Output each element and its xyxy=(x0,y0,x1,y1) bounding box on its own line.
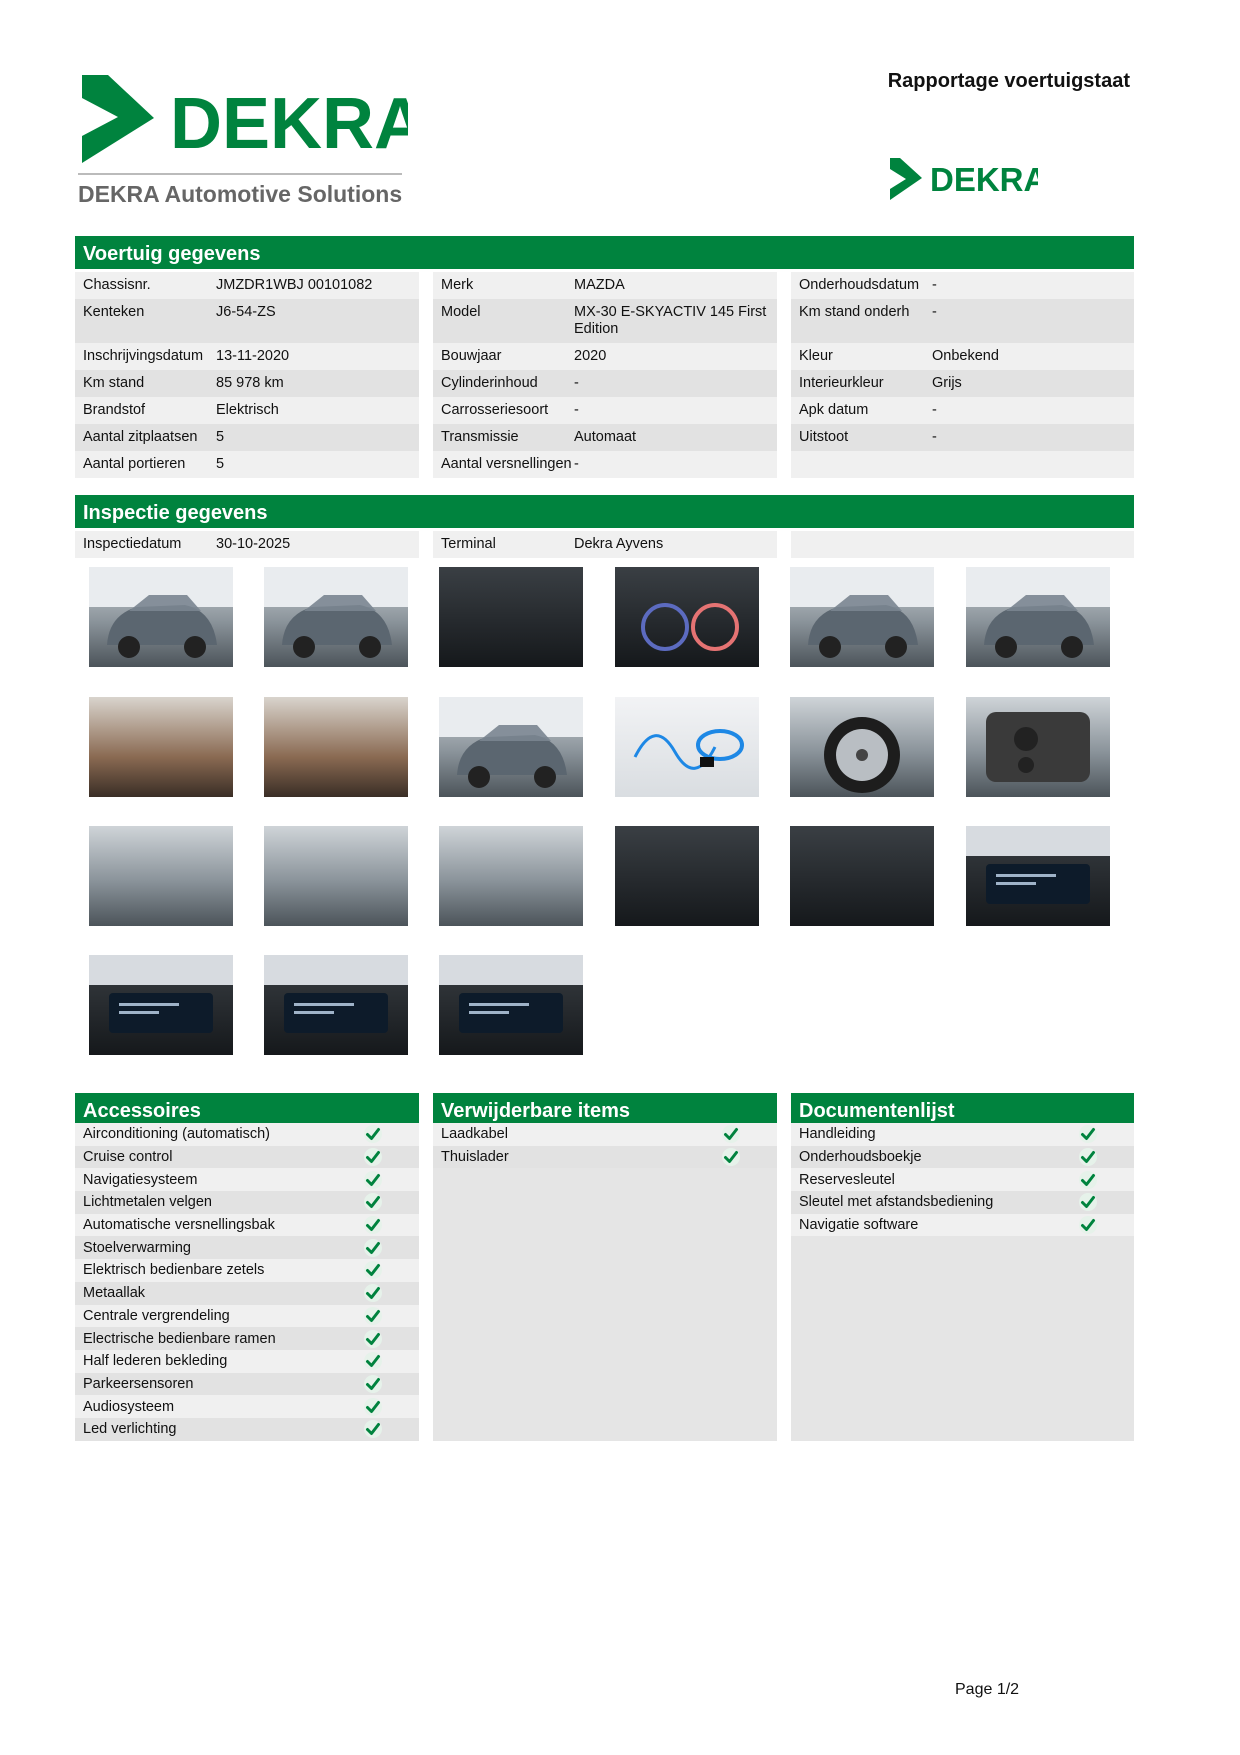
checkmark-icon xyxy=(1078,1147,1098,1167)
checklist-row xyxy=(75,1418,419,1441)
info-label: Interieurkleur xyxy=(799,375,884,391)
info-label: Aantal zitplaatsen xyxy=(83,429,198,445)
vehicle-photo-infotainment-screen[interactable] xyxy=(966,826,1110,926)
removable-items-header: Verwijderbare items xyxy=(433,1093,777,1126)
info-label: Kleur xyxy=(799,348,833,364)
info-label: Uitstoot xyxy=(799,429,849,445)
info-value: 5 xyxy=(216,429,225,445)
checkmark-icon xyxy=(363,1124,383,1144)
info-row xyxy=(791,272,1134,299)
info-value: - xyxy=(932,277,937,293)
info-value: Dekra Ayvens xyxy=(574,536,664,552)
info-row xyxy=(791,343,1134,370)
checklist-label: Metaallak xyxy=(83,1285,146,1302)
info-value: - xyxy=(574,402,579,418)
checklist-row xyxy=(75,1350,419,1373)
info-row xyxy=(791,424,1134,451)
info-value: 30-10-2025 xyxy=(216,536,291,552)
dekra-logo-mark-icon xyxy=(82,75,154,163)
checkmark-icon xyxy=(363,1306,383,1326)
vehicle-photo-screen-2[interactable] xyxy=(264,955,408,1055)
info-row xyxy=(791,299,1134,343)
checklist-row xyxy=(791,1146,1134,1169)
vehicle-photo-side-sill[interactable] xyxy=(264,826,408,926)
checklist-label: Handleiding xyxy=(799,1126,876,1143)
info-label: Merk xyxy=(441,277,474,293)
checklist-row xyxy=(75,1305,419,1328)
info-value: - xyxy=(932,429,937,445)
checklist-label: Reservesleutel xyxy=(799,1171,895,1188)
info-label: Inschrijvingsdatum xyxy=(83,348,204,364)
report-title: Rapportage voertuigstaat xyxy=(887,70,1130,92)
vehicle-photo-car-rear-right[interactable] xyxy=(790,567,934,667)
checkmark-icon xyxy=(1078,1124,1098,1144)
checklist-row xyxy=(433,1123,777,1146)
info-row xyxy=(75,299,419,343)
vehicle-photo-car-rear-left[interactable] xyxy=(264,567,408,667)
checklist-label: Automatische versnellingsbak xyxy=(83,1217,275,1234)
checkmark-icon xyxy=(363,1351,383,1371)
vehicle-photo-manuals[interactable] xyxy=(615,826,759,926)
documents-header: Documentenlijst xyxy=(791,1093,1134,1126)
checklist-row xyxy=(75,1191,419,1214)
checklist-row xyxy=(791,1168,1134,1191)
checklist-label: Thuislader xyxy=(441,1149,509,1166)
checklist-row xyxy=(75,1327,419,1350)
info-value: - xyxy=(574,456,579,472)
info-value: JMZDR1WBJ 00101082 xyxy=(216,277,373,293)
info-row xyxy=(433,397,777,424)
empty-row xyxy=(791,451,1134,478)
checklist-row xyxy=(791,1123,1134,1146)
info-row xyxy=(75,370,419,397)
checklist-label: Parkeersensoren xyxy=(83,1375,194,1392)
info-row xyxy=(433,451,777,478)
info-value: J6-54-ZS xyxy=(216,304,276,320)
dekra-small-logo-text: DEKRA xyxy=(930,161,1038,198)
checklist-row xyxy=(75,1259,419,1282)
info-row xyxy=(75,343,419,370)
checklist-label: Audiosysteem xyxy=(83,1398,175,1415)
removable-items-list xyxy=(433,1123,777,1441)
vehicle-photo-dashboard[interactable] xyxy=(439,567,583,667)
info-row xyxy=(433,370,777,397)
checkmark-icon xyxy=(363,1260,383,1280)
checklist-row xyxy=(75,1146,419,1169)
checklist-row xyxy=(75,1214,419,1237)
info-row xyxy=(75,451,419,478)
checkmark-icon xyxy=(363,1419,383,1439)
dekra-logo xyxy=(78,70,408,210)
info-value: 13-11-2020 xyxy=(216,348,290,364)
vehicle-photo-front-seats[interactable] xyxy=(89,697,233,797)
checklist-label: Sleutel met afstandsbediening xyxy=(799,1194,994,1211)
info-label: Terminal xyxy=(441,536,496,552)
checkmark-icon xyxy=(363,1238,383,1258)
checkmark-icon xyxy=(721,1124,741,1144)
info-label: Brandstof xyxy=(83,402,146,418)
info-row xyxy=(791,397,1134,424)
checklist-label: Lichtmetalen velgen xyxy=(83,1194,212,1211)
checkmark-icon xyxy=(1078,1170,1098,1190)
checkmark-icon xyxy=(363,1374,383,1394)
info-row xyxy=(433,272,777,299)
info-value: 2020 xyxy=(574,348,607,364)
info-value: Elektrisch xyxy=(216,402,279,418)
vehicle-photo-center-console[interactable] xyxy=(790,826,934,926)
inspection-column-2 xyxy=(433,531,777,558)
vehicle-photo-car-rear[interactable] xyxy=(439,697,583,797)
vehicle-photo-charge-port[interactable] xyxy=(966,697,1110,797)
checklist-label: Laadkabel xyxy=(441,1126,508,1143)
info-value: Automaat xyxy=(574,429,637,445)
checklist-label: Navigatie software xyxy=(799,1217,919,1234)
vehicle-photo-screen-1[interactable] xyxy=(89,955,233,1055)
info-label: Kenteken xyxy=(83,304,145,320)
info-value: MX-30 E-SKYACTIV 145 First Edition xyxy=(574,304,767,337)
checklist-label: Navigatiesysteem xyxy=(83,1171,198,1188)
info-label: Cylinderinhoud xyxy=(441,375,538,391)
inspection-column-3 xyxy=(791,531,1134,558)
info-row xyxy=(75,397,419,424)
checklist-label: Cruise control xyxy=(83,1149,173,1166)
info-label: Model xyxy=(441,304,481,320)
checkmark-icon xyxy=(721,1147,741,1167)
checkmark-icon xyxy=(363,1397,383,1417)
checkmark-icon xyxy=(363,1215,383,1235)
info-label: Km stand xyxy=(83,375,145,391)
dekra-small-logo-mark-icon xyxy=(890,158,922,200)
checklist-label: Stoelverwarming xyxy=(83,1239,191,1256)
vehicle-photo-wheel[interactable] xyxy=(790,697,934,797)
info-label: Aantal portieren xyxy=(83,456,186,472)
checklist-label: Onderhoudsboekje xyxy=(799,1149,922,1166)
checklist-label: Airconditioning (automatisch) xyxy=(83,1126,270,1143)
dekra-logo-subtitle: DEKRA Automotive Solutions xyxy=(78,181,403,207)
checklist-row xyxy=(75,1373,419,1396)
info-row xyxy=(433,424,777,451)
info-row xyxy=(433,343,777,370)
info-row xyxy=(791,370,1134,397)
info-value: - xyxy=(932,402,937,418)
info-row xyxy=(75,424,419,451)
info-value: - xyxy=(574,375,579,391)
vehicle-column-3 xyxy=(791,272,1134,478)
checklist-row xyxy=(791,1191,1134,1214)
checkmark-icon xyxy=(363,1170,383,1190)
accessories-header: Accessoires xyxy=(75,1093,419,1126)
checkmark-icon xyxy=(363,1283,383,1303)
info-label: Carrosseriesoort xyxy=(441,402,549,418)
vehicle-section-header: Voertuig gegevens xyxy=(75,236,1134,269)
checklist-row xyxy=(75,1282,419,1305)
info-value: 85 978 km xyxy=(216,375,284,391)
checkmark-icon xyxy=(1078,1192,1098,1212)
checklist-label: Centrale vergrendeling xyxy=(83,1307,230,1324)
vehicle-photo-car-front-right[interactable] xyxy=(966,567,1110,667)
info-label: Onderhoudsdatum xyxy=(799,277,920,293)
info-label: Apk datum xyxy=(799,402,869,418)
checkmark-icon xyxy=(363,1192,383,1212)
vehicle-column-2 xyxy=(433,272,777,478)
checklist-row xyxy=(75,1395,419,1418)
checklist-row xyxy=(791,1214,1134,1237)
inspection-column-1 xyxy=(75,531,419,558)
dekra-logo-text: DEKRA xyxy=(170,84,408,164)
info-label: Inspectiedatum xyxy=(83,536,182,552)
info-label: Aantal versnellingen xyxy=(441,456,572,472)
documents-list xyxy=(791,1123,1134,1441)
checkmark-icon xyxy=(363,1147,383,1167)
vehicle-photo-rear-seats[interactable] xyxy=(264,697,408,797)
vehicle-photo-side-door-lower[interactable] xyxy=(89,826,233,926)
inspection-section-header: Inspectie gegevens xyxy=(75,495,1134,528)
vehicle-photo-screen-3[interactable] xyxy=(439,955,583,1055)
page-number: Page 1/2 xyxy=(955,1681,1020,1698)
info-row xyxy=(433,531,777,558)
checklist-label: Electrische bedienbare ramen xyxy=(83,1330,276,1347)
vehicle-photo-headlight[interactable] xyxy=(439,826,583,926)
info-label: Chassisnr. xyxy=(83,277,151,293)
checkmark-icon xyxy=(1078,1215,1098,1235)
checklist-label: Elektrisch bedienbare zetels xyxy=(83,1262,265,1279)
vehicle-column-1 xyxy=(75,272,419,478)
accessories-list xyxy=(75,1123,419,1441)
vehicle-photo-instrument-cluster[interactable] xyxy=(615,567,759,667)
info-value: 5 xyxy=(216,456,225,472)
checklist-row xyxy=(75,1236,419,1259)
info-value: MAZDA xyxy=(574,277,625,293)
info-row xyxy=(433,299,777,343)
vehicle-photo-car-front-left[interactable] xyxy=(89,567,233,667)
dekra-small-logo xyxy=(888,158,1038,202)
checklist-label: Led verlichting xyxy=(83,1421,177,1438)
checklist-row xyxy=(75,1168,419,1191)
info-value: Onbekend xyxy=(932,348,999,364)
info-label: Bouwjaar xyxy=(441,348,502,364)
vehicle-photo-charging-cables[interactable] xyxy=(615,697,759,797)
info-label: Km stand onderh xyxy=(799,304,910,320)
checkmark-icon xyxy=(363,1329,383,1349)
checklist-row xyxy=(433,1146,777,1169)
info-value: Grijs xyxy=(932,375,962,391)
info-label: Transmissie xyxy=(441,429,519,445)
info-value: - xyxy=(932,304,937,320)
info-row xyxy=(75,272,419,299)
info-row xyxy=(75,531,419,558)
checklist-label: Half lederen bekleding xyxy=(83,1353,228,1370)
checklist-row xyxy=(75,1123,419,1146)
